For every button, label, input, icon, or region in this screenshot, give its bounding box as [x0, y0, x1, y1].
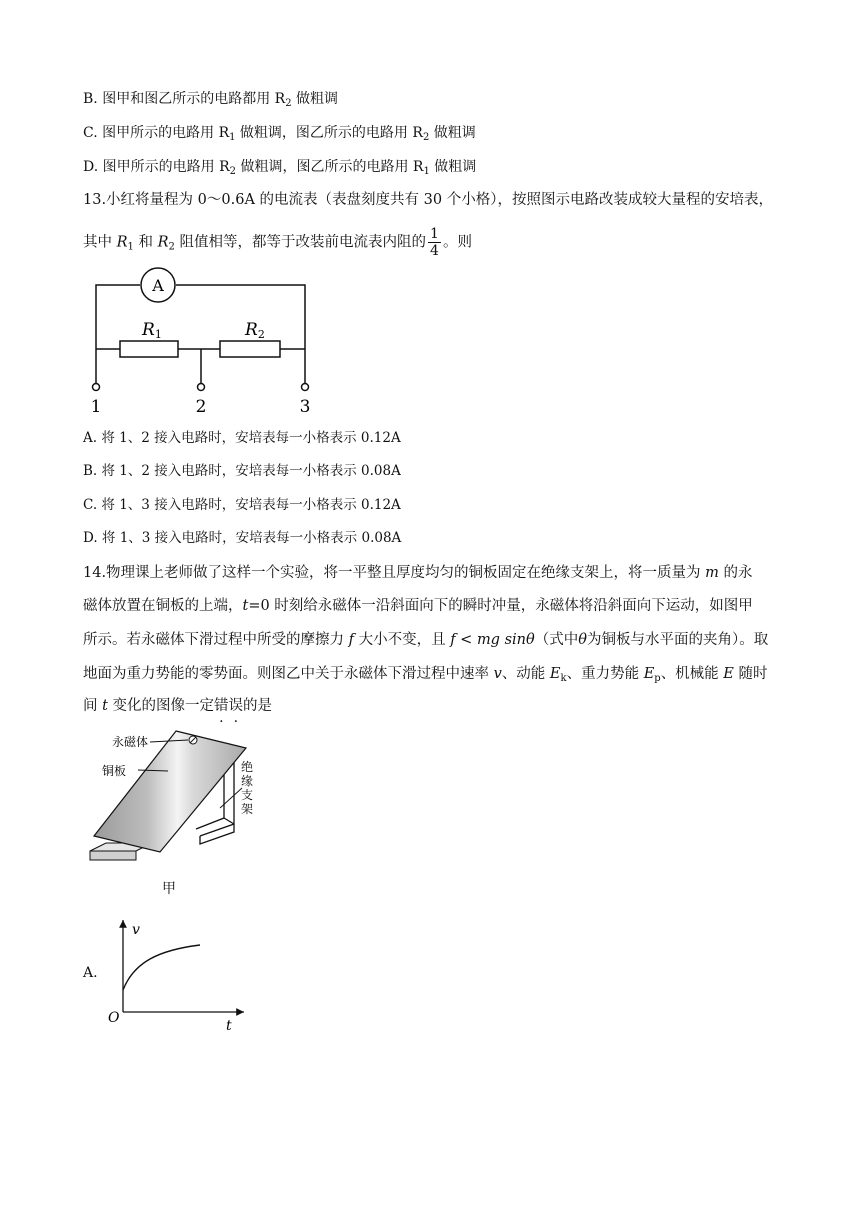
terminal-3-label: 3 [299, 397, 311, 417]
x-axis-label: t [226, 1018, 232, 1034]
origin-label: O [108, 1010, 120, 1026]
q13-circuit-diagram [80, 262, 320, 417]
copper-plate [94, 731, 246, 852]
figure-caption: 甲 [162, 881, 176, 897]
one-quarter-fraction: $\frac{1}{4}$ [430, 226, 439, 259]
resistor-r1 [120, 341, 178, 357]
q14-option-a-label: A. [83, 965, 98, 981]
r2-label: R2 [245, 320, 265, 341]
q12-option-d: D. 图甲所示的电路用 $R_2$ 做粗调，图乙所示的电路用 $R_1$ 做粗调 [83, 159, 477, 177]
friction-inequality: f < mg sinθ [450, 632, 535, 648]
q13-option-d: D. 将 1、3 接入电路时，安培表每一小格表示 0.08A [83, 530, 402, 546]
emphasis-char: 错 [214, 698, 229, 714]
q12-option-c: C. 图甲所示的电路用 $R_1$ 做粗调，图乙所示的电路用 $R_2$ 做粗调 [83, 125, 476, 143]
terminal-1-label: 1 [90, 397, 102, 417]
y-axis-label: v [132, 922, 140, 938]
r1-label: R1 [142, 320, 162, 341]
q14-stem-line5: 间 t 变化的图像一定错误的是 [83, 698, 273, 714]
terminal-3 [302, 384, 309, 391]
q14-stem-line1: 14.物理课上老师做了这样一个实验，将一平整且厚度均匀的铜板固定在绝缘支架上，将一质量为 m 的永 [83, 565, 753, 581]
terminal-2-label: 2 [195, 397, 207, 417]
q13-option-b: B. 将 1、2 接入电路时，安培表每一小格表示 0.08A [83, 463, 401, 479]
q13-option-c: C. 将 1、3 接入电路时，安培表每一小格表示 0.12A [83, 497, 401, 513]
q13-option-a: A. 将 1、2 接入电路时，安培表每一小格表示 0.12A [83, 430, 401, 446]
terminal-2 [198, 384, 205, 391]
magnet-label: 永磁体 [112, 735, 149, 749]
emphasis-char: 误 [228, 698, 244, 714]
q13-stem-line1: 13.小红将量程为 0～0.6A 的电流表（表盘刻度共有 30 个小格），按照图示电路改装成较大量程的安培表， [83, 192, 773, 208]
support-label: 绝缘支架 [241, 760, 254, 816]
q12-option-b: B. 图甲和图乙所示的电路都用 $R_2$ 做粗调 [83, 91, 339, 109]
velocity-time-graph [104, 912, 254, 1034]
q13-stem-line2: 其中 $R_1$ 和 $R_2$ 阻值相等，都等于改装前电流表内阻的 $\frac{1}{4}$ 。则 [83, 226, 472, 259]
velocity-curve [123, 945, 200, 990]
q14-stem-line4: 地面为重力势能的零势面。则图乙中关于永磁体下滑过程中速率 v、动能 $E_k$、重力势能 $E_p$、机械能 E 随时 [83, 666, 768, 684]
ammeter-label: A [152, 276, 164, 295]
resistor-r2 [220, 341, 280, 357]
terminal-1 [93, 384, 100, 391]
q14-stem-line3: 所示。若永磁体下滑过程中所受的摩擦力 f 大小不变，且 f < mg sinθ（式中θ为铜板与水平面的夹角）。取 [83, 632, 769, 648]
q14-stem-line2: 磁体放置在铜板的上端，t=0 时刻给永磁体一沿斜面向下的瞬时冲量，永磁体将沿斜面向下运动，如图甲 [83, 598, 753, 614]
copper-plate-label: 铜板 [102, 764, 127, 778]
